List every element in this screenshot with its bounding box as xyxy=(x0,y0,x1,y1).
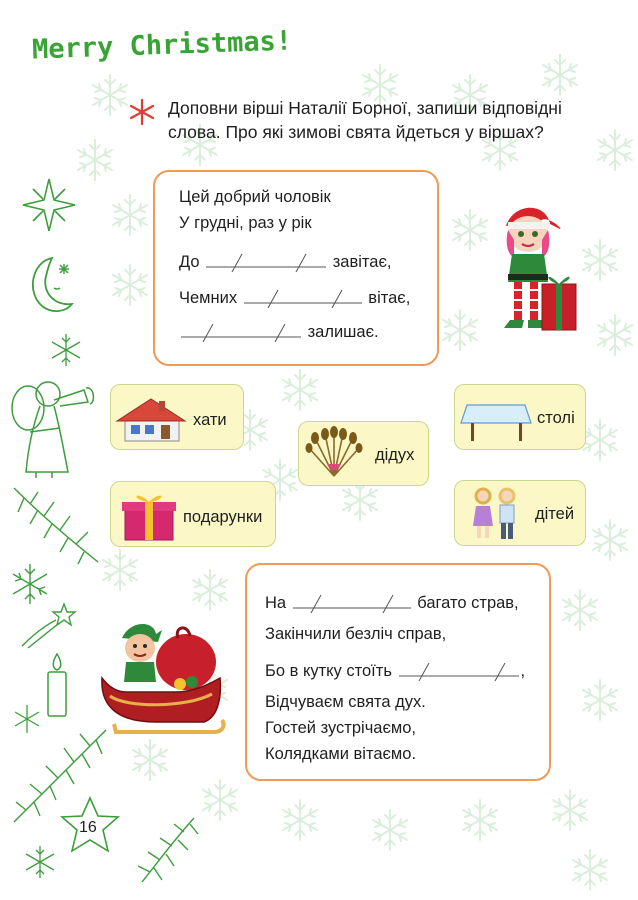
poem-1-box xyxy=(153,170,439,366)
answer-blank[interactable] xyxy=(291,593,413,613)
word-podarunky-label: подарунки xyxy=(183,508,263,526)
poem1-line-5 xyxy=(179,322,379,342)
snowflake-icon xyxy=(20,842,60,882)
word-didukh-label: дідух xyxy=(375,446,415,464)
task-line-2: слова. Про які зимові свята йдеться у віршах? xyxy=(168,122,544,142)
word-card-didukh[interactable] xyxy=(298,421,429,486)
children-icon xyxy=(465,484,525,544)
poem2-line-3-before: Бо в кутку стоїть xyxy=(265,662,392,680)
page-title: Merry Christmas! xyxy=(31,25,293,66)
poem1-line-3-before: До xyxy=(179,253,200,271)
poem1-line-3 xyxy=(179,252,391,272)
poem2-line-5: Гостей зустрічаємо, xyxy=(265,719,416,737)
answer-blank[interactable] xyxy=(397,661,521,681)
task-line-1: Доповни вірші Наталії Борної, запиши відповідні xyxy=(168,98,562,118)
poem2-line-1 xyxy=(265,593,519,613)
shooting-star-icon xyxy=(18,600,78,650)
didukh-icon xyxy=(303,426,365,482)
angel-icon xyxy=(6,372,102,482)
house-icon xyxy=(115,393,187,445)
poem2-line-4: Відчуваєм свята дух. xyxy=(265,693,426,711)
task-instruction xyxy=(168,96,588,144)
pine-branch-icon xyxy=(8,482,104,568)
word-card-podarunky[interactable] xyxy=(110,481,276,547)
answer-blank[interactable] xyxy=(204,252,328,272)
poem1-line-5-after: залишає. xyxy=(307,323,379,341)
poem1-line-4-before: Чемних xyxy=(179,289,238,307)
answer-blank[interactable] xyxy=(242,288,364,308)
poem1-line-4-after: вітає, xyxy=(368,289,411,307)
poem2-line-6: Колядками вітаємо. xyxy=(265,745,417,763)
sparkle-star-icon xyxy=(18,174,80,236)
poem2-line-3-after: , xyxy=(520,662,526,680)
poem2-line-1-after: багато страв, xyxy=(417,594,519,612)
word-khaty-label: хати xyxy=(193,411,227,429)
moon-icon xyxy=(20,252,78,318)
asterisk-star-icon xyxy=(128,98,156,126)
page-number: 16 xyxy=(79,819,97,836)
word-card-khaty[interactable] xyxy=(110,384,244,450)
elf-with-gift xyxy=(484,200,584,338)
candle-icon xyxy=(40,650,74,720)
word-card-stoli[interactable] xyxy=(454,384,586,450)
gift-icon xyxy=(119,488,179,544)
poem1-line-2: У грудні, раз у рік xyxy=(179,214,312,232)
poem1-line-3-after: завітає, xyxy=(332,253,392,271)
word-ditei-label: дітей xyxy=(535,505,575,523)
poem2-line-2: Закінчили безліч справ, xyxy=(265,625,447,643)
answer-blank[interactable] xyxy=(179,322,303,342)
poem-2-box xyxy=(245,563,551,781)
snowflake-icon xyxy=(46,330,86,370)
table-icon xyxy=(459,391,533,445)
poem2-line-1-before: На xyxy=(265,594,287,612)
word-card-ditei[interactable] xyxy=(454,480,586,546)
poem1-line-4 xyxy=(179,288,410,308)
pine-branch-icon xyxy=(134,812,204,888)
poem1-line-1: Цей добрий чоловік xyxy=(179,188,331,206)
word-stoli-label: столі xyxy=(537,409,575,427)
poem2-line-3 xyxy=(265,661,525,681)
